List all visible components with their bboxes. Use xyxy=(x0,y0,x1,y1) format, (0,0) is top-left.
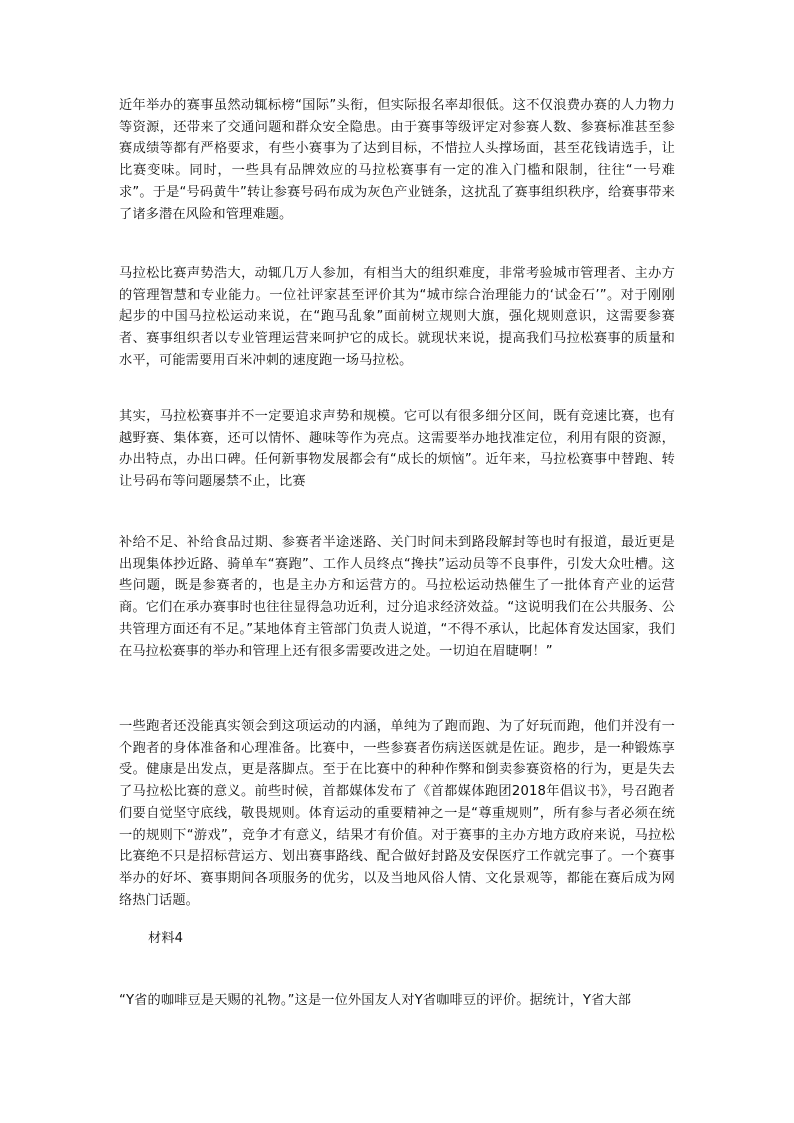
paragraph-coffee-intro: “Y省的咖啡豆是天赐的礼物。”这是一位外国友人对Y省咖啡豆的评价。据统计，Y省大部 xyxy=(119,993,632,1008)
paragraph-event-registration: 近年举办的赛事虽然动辄标榜“国际”头衔，但实际报名率却很低。这不仅浪费办赛的人力物力等资源，还带来了交通问题和群众安全隐患。由于赛事等级评定对参赛人数、参赛标准甚至参赛成绩等都有严格要求，有些小赛事为了达到目标，不惜拉人头撑场面，甚至花钱请选手，让比赛变味。同时，一些具有品牌效应的马拉松赛事有一定的准入门槛和限制，往往“一号难求”。于是“号码黄牛”转让参赛号码布成为灰色产业链条，这扰乱了赛事组织秩序，给赛事带来了诸多潜在风险和管理难题。 xyxy=(119,98,675,222)
paragraph-runner-preparation: 一些跑者还没能真实领会到这项运动的内涵，单纯为了跑而跑、为了好玩而跑，他们并没有一个跑者的身体准备和心理准备。比赛中，一些参赛者伤病送医就是佐证。跑步，是一种锻炼享受。健康是出发点，更是落脚点。至于在比赛中的种种作弊和倒卖参赛资格的行为，更是失去了马拉松比赛的意义。前些时候，首都媒体发布了《首都媒体跑团2018年倡议书》，号召跑者们要自觉坚守底线，敬畏规则。体育运动的重要精神之一是“尊重规则”，所有参与者必须在统一的规则下“游戏”，竞争才有意义，结果才有价值。对于赛事的主办方地方政府来说，马拉松比赛绝不只是招标营运方、划出赛事路线、配合做好封路及安保医疗工作就完事了。一个赛事举办的好坏、赛事期间各项服务的优劣，以及当地风俗人情、文化景观等，都能在赛后成为网络热门话题。 xyxy=(119,719,675,908)
paragraph-scale-and-positioning: 其实，马拉松赛事并不一定要追求声势和规模。它可以有很多细分区间，既有竞速比赛，也有越野赛、集体赛，还可以情怀、趣味等作为亮点。这需要举办地找准定位，利用有限的资源，办出特点，办出口碑。任何新事物发展都会有“成长的烦恼”。近年来，马拉松赛事中替跑、转让号码布等问题屡禁不止，比赛 xyxy=(119,409,675,490)
paragraph-organization-difficulty: 马拉松比赛声势浩大，动辄几万人参加，有相当大的组织难度，非常考验城市管理者、主办方的管理智慧和专业能力。一位社评家甚至评价其为“城市综合治理能力的‘试金石’”。对于刚刚起步的中国马拉松运动来说，在“跑马乱象”面前树立规则大旗，强化规则意识，这需要参赛者、赛事组织者以专业管理运营来呵护它的成长。就现状来说，提高我们马拉松赛事的质量和水平，可能需要用百米冲刺的速度跑一场马拉松。 xyxy=(119,266,675,368)
section-heading-material-4: 材料4 xyxy=(148,931,184,946)
paragraph-event-problems: 补给不足、补给食品过期、参赛者半途迷路、关门时间未到路段解封等也时有报道，最近更是出现集体抄近路、骑单车“赛跑”、工作人员终点“搀扶”运动员等不良事件，引发大众吐槽。这些问题，既是参赛者的，也是主办方和运营方的。马拉松运动热催生了一批体育产业的运营商。它们在承办赛事时也往往显得急功近利，过分追求经济效益。“这说明我们在公共服务、公共管理方面还有不足。”某地体育主管部门负责人说道，“不得不承认，比起体育发达国家，我们在马拉松赛事的举办和管理上还有很多需要改进之处。一切迫在眉睫啊！” xyxy=(119,535,675,659)
